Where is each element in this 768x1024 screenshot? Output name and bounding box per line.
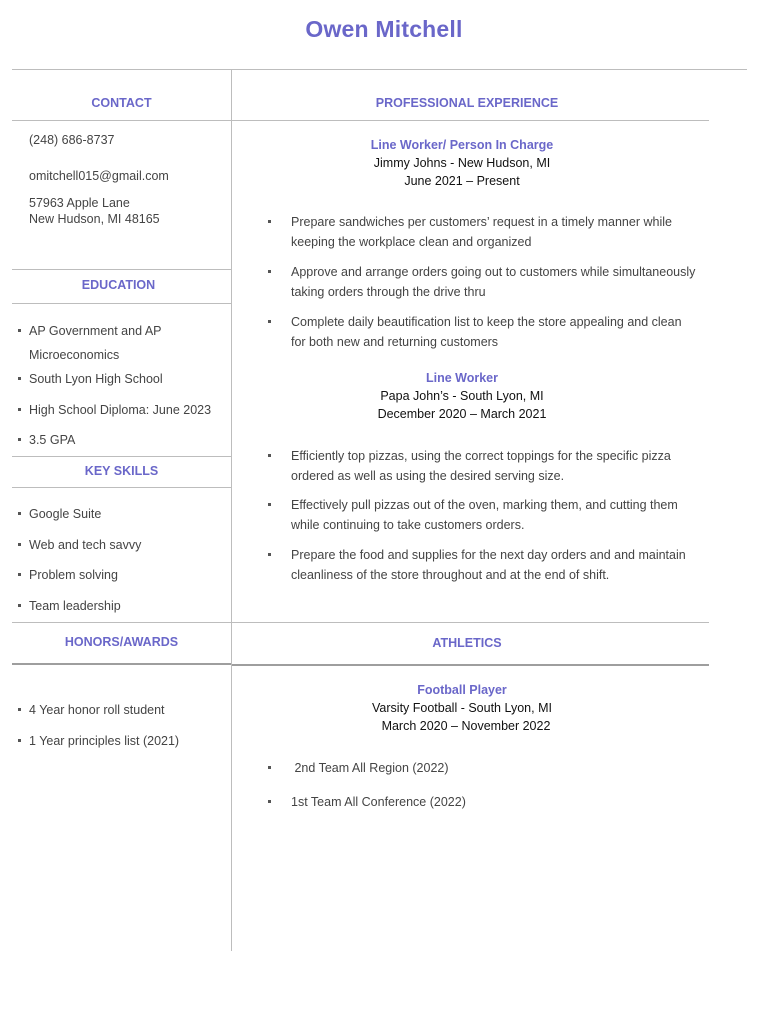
skills-top-divider	[12, 456, 231, 457]
education-item: 3.5 GPA	[18, 428, 218, 452]
honors-top-divider	[12, 622, 231, 623]
resume-name: Owen Mitchell	[305, 16, 463, 42]
athletics-bullet: 2nd Team All Region (2022)	[268, 758, 698, 778]
job-bullet: Prepare the food and supplies for the next day orders and and maintain cleanliness of the store throughout and at the end of shift.	[268, 545, 698, 585]
skills-item: Web and tech savvy	[18, 533, 218, 557]
athletics-top-divider	[232, 622, 709, 623]
job-bullet: Prepare sandwiches per customers’ request in a timely manner while keeping the workplace clean and organized	[268, 212, 698, 252]
job-title: Line Worker/ Person In Charge	[370, 138, 554, 152]
experience-heading: PROFESSIONAL EXPERIENCE	[375, 96, 559, 110]
honors-item: 1 Year principles list (2021)	[18, 729, 218, 753]
skills-item: Team leadership	[18, 594, 218, 618]
contact-email: omitchell015@gmail.com	[29, 169, 169, 183]
job-bullet: Efficiently top pizzas, using the correct toppings for the specific pizza ordered as well as using the desired serving size.	[268, 446, 698, 486]
athletics-team: Varsity Football - South Lyon, MI	[372, 701, 552, 715]
job-bullet: Effectively pull pizzas out of the oven, marking them, and cutting them while continuing to take customers orders.	[268, 495, 698, 535]
athletics-heading: ATHLETICS	[432, 636, 502, 650]
athletics-title: Football Player	[417, 683, 507, 697]
skills-divider	[12, 487, 231, 488]
education-item: High School Diploma: June 2023	[18, 398, 228, 422]
education-item: South Lyon High School	[18, 367, 218, 391]
contact-divider	[12, 120, 231, 121]
contact-phone: (248) 686-8737	[29, 133, 115, 147]
skills-heading: KEY SKILLS	[84, 464, 159, 478]
contact-heading: CONTACT	[91, 96, 152, 110]
honors-item: 4 Year honor roll student	[18, 698, 218, 722]
job-dates: June 2021 – Present	[404, 174, 520, 188]
contact-address-line1: 57963 Apple Lane	[29, 196, 130, 210]
job-bullet: Approve and arrange orders going out to customers while simultaneously taking orders through the drive thru	[268, 262, 698, 302]
header-divider	[12, 69, 747, 70]
athletics-bullet: 1st Team All Conference (2022)	[268, 792, 698, 812]
honors-heading: HONORS/AWARDS	[64, 635, 179, 649]
education-divider	[12, 303, 231, 304]
skills-item: Google Suite	[18, 502, 218, 526]
job-employer: Papa John’s - South Lyon, MI	[380, 389, 544, 403]
job-title: Line Worker	[425, 371, 498, 385]
job-bullet: Complete daily beautification list to keep the store appealing and clean for both new and returning customers	[268, 312, 698, 352]
job-employer: Jimmy Johns - New Hudson, MI	[373, 156, 551, 170]
athletics-divider	[232, 664, 709, 666]
contact-address-line2: New Hudson, MI 48165	[29, 212, 160, 226]
athletics-dates: March 2020 – November 2022	[381, 719, 551, 733]
education-item: AP Government and AP Microeconomics	[18, 319, 188, 367]
column-divider	[231, 69, 232, 951]
skills-item: Problem solving	[18, 563, 218, 587]
education-heading: EDUCATION	[81, 278, 156, 292]
education-top-divider	[12, 269, 231, 270]
honors-divider	[12, 663, 231, 665]
job-dates: December 2020 – March 2021	[377, 407, 547, 421]
experience-divider	[232, 120, 709, 121]
